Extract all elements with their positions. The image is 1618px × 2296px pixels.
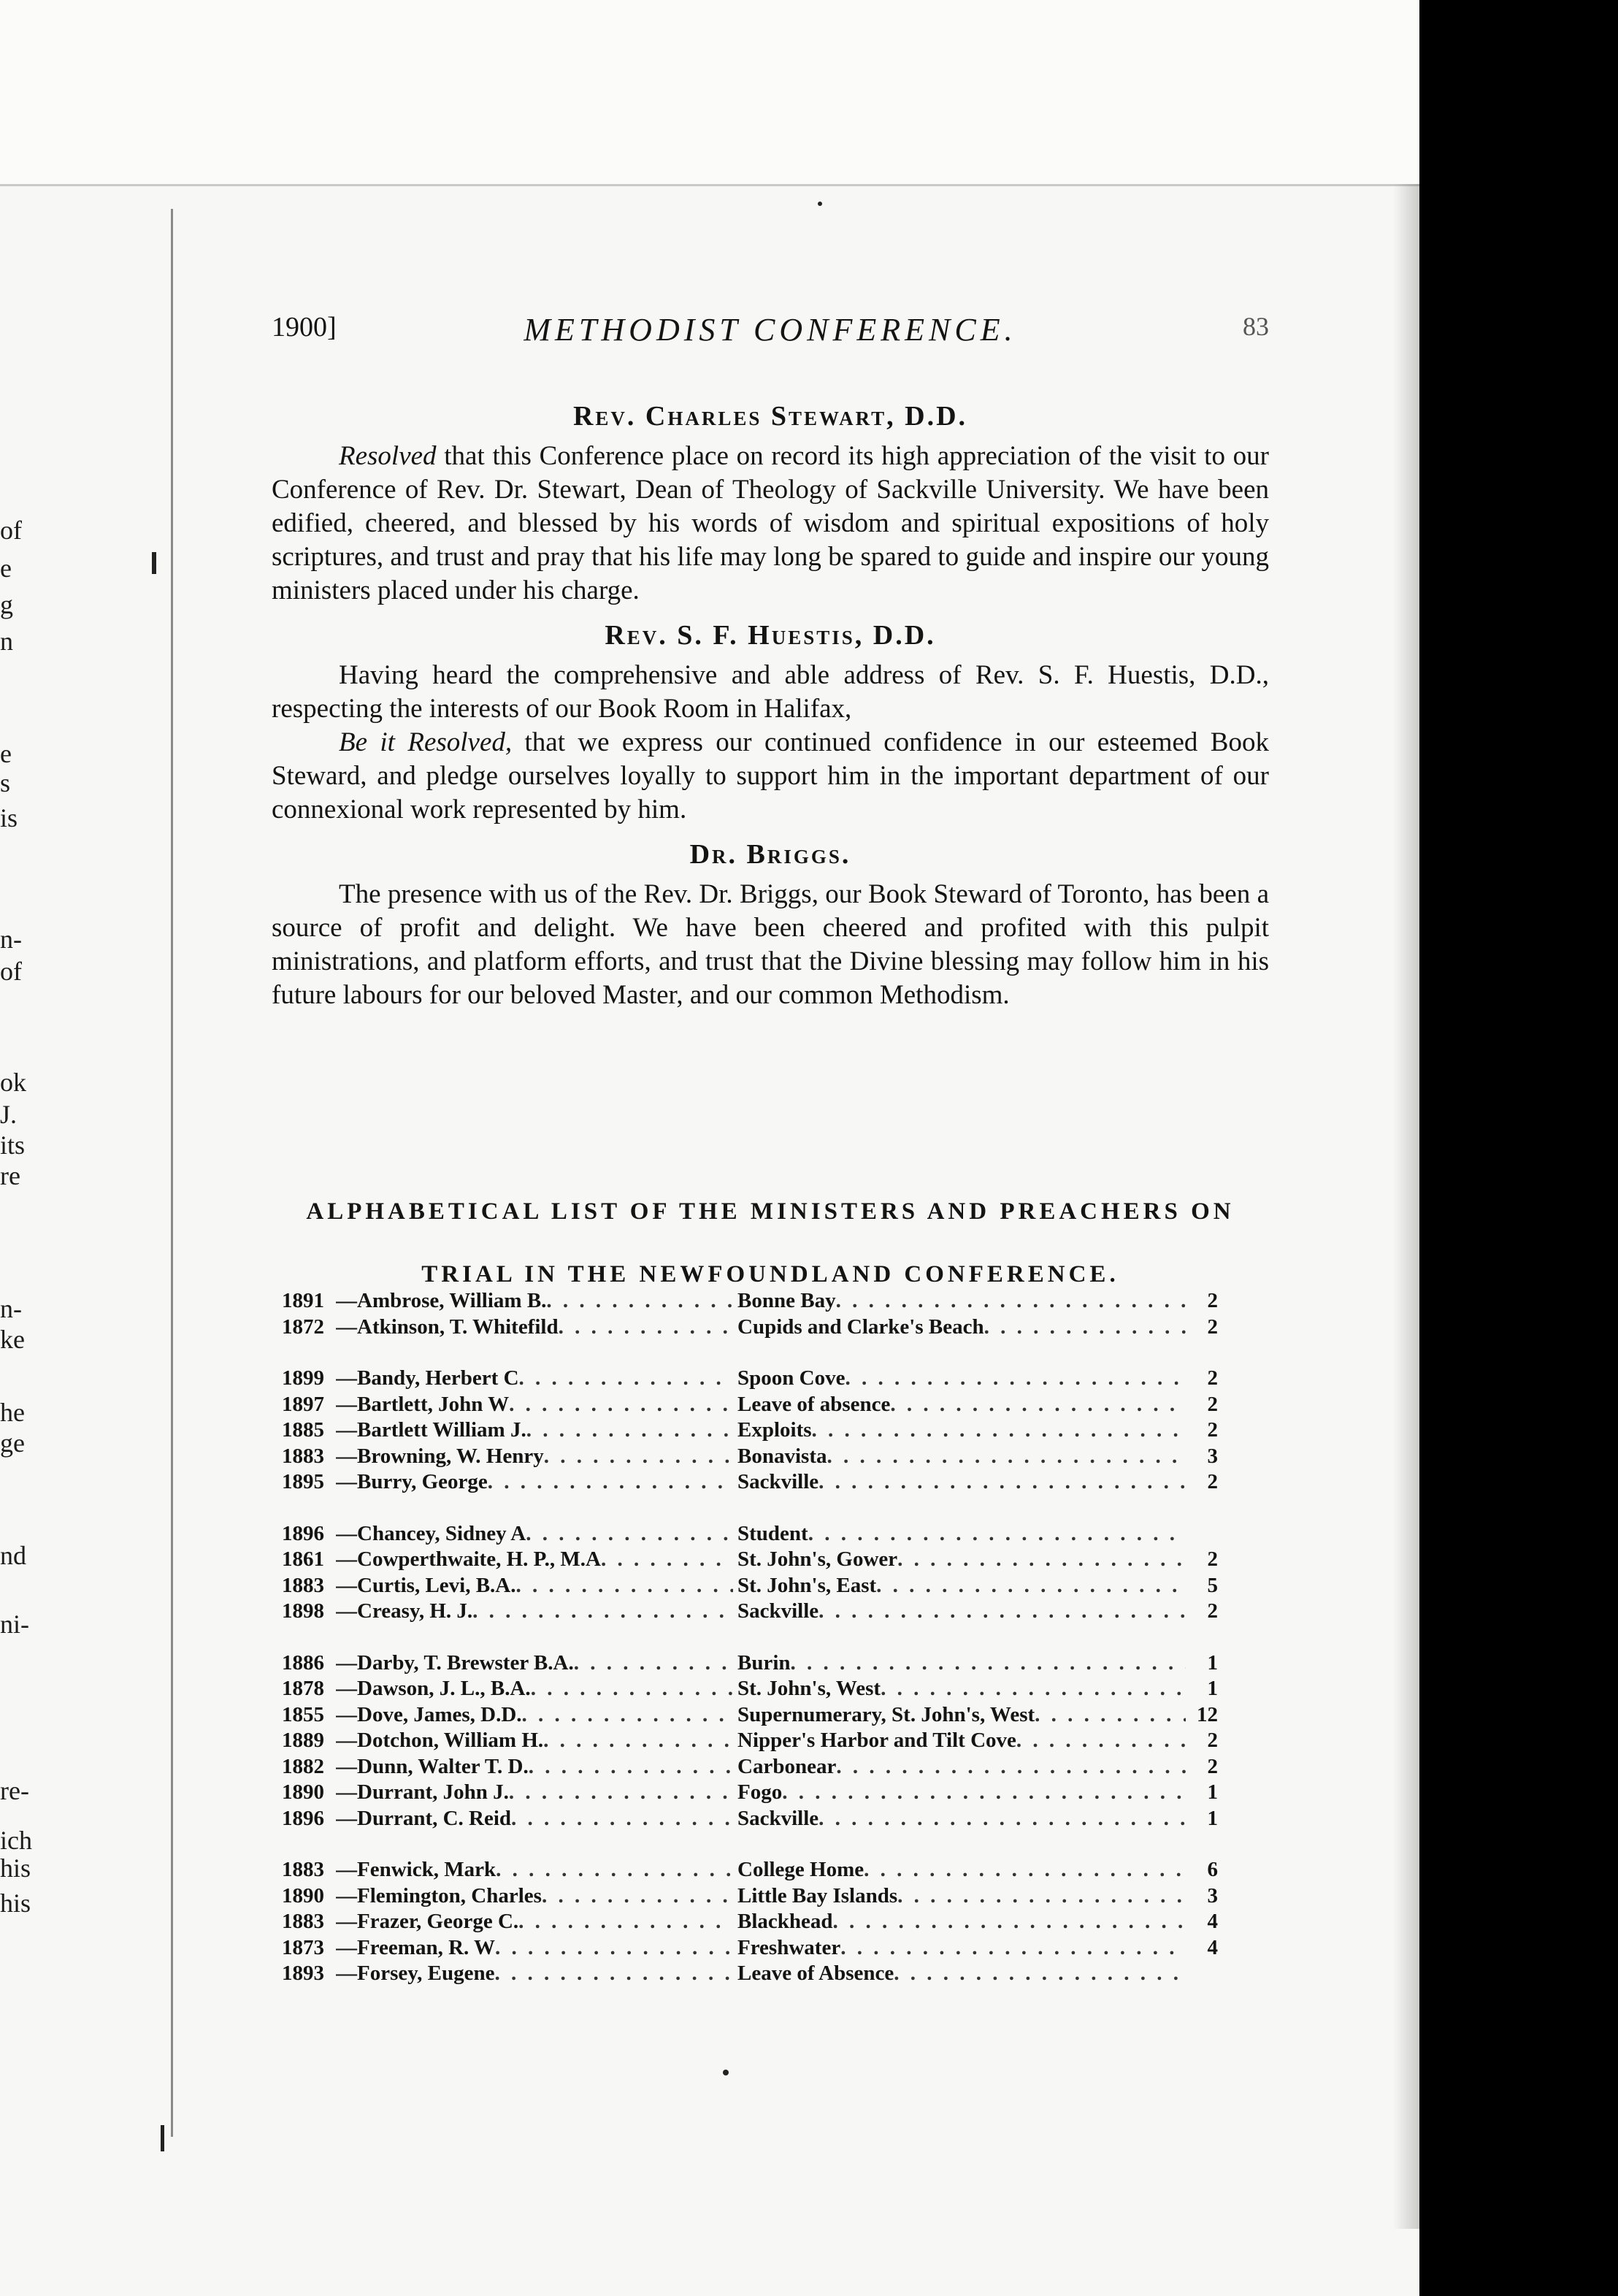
list-title-line: TRIAL IN THE NEWFOUNDLAND CONFERENCE. <box>421 1261 1119 1287</box>
list-row <box>282 1547 1246 1573</box>
section-briggs <box>272 838 1269 1012</box>
list-row <box>282 1469 1246 1496</box>
station-cell <box>737 1366 1186 1392</box>
years-on-station: 6 <box>1207 1858 1218 1881</box>
minister-name-cell: — Dawson, J. L., B.A. . . . <box>336 1676 733 1702</box>
years-on-station: 2 <box>1207 1418 1218 1442</box>
paragraph-text: Having heard the comprehensive and able address of Rev. S. F. Huestis, D.D., respecting the interests of our Book Room in Halifax, <box>272 660 1269 724</box>
station: Cupids and Clarke's Beach <box>737 1315 984 1339</box>
minister-name-cell: — Forsey, Eugene . . . <box>336 1961 733 1987</box>
left-page-fragment: he <box>0 1398 25 1427</box>
list-title <box>272 1180 1269 1306</box>
year-entered: 1895 <box>282 1470 324 1493</box>
station: Sackville <box>737 1470 819 1493</box>
list-row <box>282 1315 1246 1341</box>
station-cell <box>737 1547 1186 1573</box>
station: Burin <box>737 1650 791 1675</box>
minister-name-cell: — Bandy, Herbert C . . . <box>336 1366 733 1392</box>
station: Freshwater <box>737 1935 841 1959</box>
station: Bonavista <box>737 1444 827 1468</box>
station-cell <box>737 1650 1186 1677</box>
left-page-fragment: nd <box>0 1541 26 1570</box>
station: Blackhead <box>737 1910 833 1933</box>
years-on-station: 2 <box>1207 1392 1218 1416</box>
page-shadow <box>1393 184 1419 2229</box>
gutter-line <box>171 209 173 2137</box>
station-cell <box>737 1728 1186 1754</box>
year-entered: 1896 <box>282 1806 324 1830</box>
list-title-line: ALPHABETICAL LIST OF THE MINISTERS AND PREACHERS ON <box>306 1198 1235 1225</box>
minister-name-cell: — Flemington, Charles . . . <box>336 1883 733 1910</box>
station-cell <box>737 1754 1186 1780</box>
left-page-fragment: n- <box>0 1294 22 1323</box>
years-on-station: 2 <box>1207 1470 1218 1493</box>
list-group <box>282 1857 1246 1987</box>
minister-name: Durrant, John J. <box>357 1780 509 1804</box>
years-on-station: 2 <box>1207 1599 1218 1623</box>
year-entered: 1883 <box>282 1444 324 1468</box>
station-cell <box>737 1702 1186 1729</box>
station: Leave of Absence <box>737 1962 894 1985</box>
station-cell <box>737 1444 1186 1470</box>
paragraph <box>272 659 1269 726</box>
paragraph <box>272 878 1269 1012</box>
year-entered: 1896 <box>282 1521 324 1545</box>
years-on-station: 2 <box>1207 1366 1218 1390</box>
paragraph <box>272 726 1269 827</box>
list-row <box>282 1366 1246 1392</box>
minister-name: Burry, George <box>357 1470 488 1493</box>
year-entered: 1855 <box>282 1702 324 1726</box>
left-page-fragment: ge <box>0 1428 25 1458</box>
station: Bonne Bay <box>737 1289 836 1312</box>
section-heading: Rev. Charles Stewart, D.D. <box>572 401 968 432</box>
year-entered: 1886 <box>282 1650 324 1675</box>
list-row <box>282 1728 1246 1754</box>
list-row <box>282 1909 1246 1935</box>
year-entered: 1861 <box>282 1547 324 1571</box>
paragraph-lead: Be it Resolved, <box>339 727 513 757</box>
station-cell <box>737 1599 1186 1625</box>
station-cell <box>737 1521 1186 1547</box>
year-entered: 1883 <box>282 1573 324 1597</box>
scan-mark <box>161 2125 164 2151</box>
list-row <box>282 1806 1246 1832</box>
year-entered: 1890 <box>282 1780 324 1804</box>
years-on-station: 1 <box>1207 1677 1218 1700</box>
minister-name-cell: — Dove, James, D.D. . . . <box>336 1702 733 1729</box>
station: Little Bay Islands <box>737 1883 898 1907</box>
years-on-station: 3 <box>1207 1444 1218 1468</box>
year-entered: 1885 <box>282 1418 324 1442</box>
list-row <box>282 1288 1246 1315</box>
station-cell <box>737 1857 1186 1883</box>
left-page-fragment: re- <box>0 1776 29 1805</box>
years-on-station: 2 <box>1207 1289 1218 1312</box>
left-page-fragment: ok <box>0 1068 26 1097</box>
list-row <box>282 1961 1246 1987</box>
paragraph-text: that this Conference place on record its high appreciation of the visit to our Conference of Rev. Dr. Stewart, Dean of Theology of Sackville University. We have been edified, cheered, and blessed by his words of wisdom and spiritual expositions of holy scriptures, and trust and pray that his life may long be spared to guide and inspire our young ministers placed under his charge. <box>272 441 1269 605</box>
station-cell <box>737 1780 1186 1806</box>
years-on-station: 4 <box>1207 1910 1218 1933</box>
scan-speck <box>818 202 822 206</box>
minister-name-cell: — Bartlett, John W . . . <box>336 1392 733 1418</box>
station-cell <box>737 1573 1186 1599</box>
minister-name: Dove, James, D.D. <box>357 1702 522 1726</box>
minister-name: Fenwick, Mark <box>357 1858 496 1881</box>
minister-name-cell: — Ambrose, William B. . . . <box>336 1288 733 1315</box>
minister-name-cell: — Atkinson, T. Whitefild . . . <box>336 1315 733 1341</box>
left-page-fragment: ich <box>0 1826 32 1855</box>
years-on-station: 1 <box>1207 1806 1218 1830</box>
years-on-station: 3 <box>1207 1883 1218 1907</box>
station-cell <box>737 1469 1186 1496</box>
header-year: 1900] <box>272 312 337 343</box>
paragraph-text: The presence with us of the Rev. Dr. Briggs, our Book Steward of Toronto, has been a source of profit and delight. We have been cheered and profited with this pulpit ministrations, and platform efforts, and trust that the Divine blessing may follow him in his future labours for our beloved Master, and our common Methodism. <box>272 879 1269 1010</box>
minister-name: Curtis, Levi, B.A. <box>357 1573 516 1597</box>
left-page-fragment: re <box>0 1161 20 1190</box>
list-row <box>282 1935 1246 1962</box>
section-heading: Dr. Briggs. <box>689 839 851 870</box>
minister-name-cell: — Cowperthwaite, H. P., M.A . . . <box>336 1547 733 1573</box>
paragraph-lead: Resolved <box>339 441 437 471</box>
section-stewart <box>272 400 1269 608</box>
list-row <box>282 1857 1246 1883</box>
header-title: METHODIST CONFERENCE. <box>524 312 1017 348</box>
minister-name: Flemington, Charles <box>357 1883 542 1907</box>
ministers-list <box>282 1288 1246 2013</box>
minister-name-cell: — Curtis, Levi, B.A. . . . <box>336 1573 733 1599</box>
list-row <box>282 1417 1246 1444</box>
minister-name: Forsey, Eugene <box>357 1962 495 1985</box>
year-entered: 1889 <box>282 1729 324 1752</box>
minister-name-cell: — Durrant, C. Reid . . . <box>336 1806 733 1832</box>
station-cell <box>737 1909 1186 1935</box>
minister-name: Bartlett, John W <box>357 1392 510 1416</box>
left-page-fragment: e <box>0 554 12 583</box>
year-entered: 1872 <box>282 1315 324 1339</box>
left-page-fragment: is <box>0 803 18 833</box>
year-entered: 1873 <box>282 1935 324 1959</box>
paragraph <box>272 440 1269 608</box>
section-heading: Rev. S. F. Huestis, D.D. <box>605 620 936 651</box>
left-page-fragment: his <box>0 1853 31 1883</box>
list-group <box>282 1521 1246 1625</box>
year-entered: 1897 <box>282 1392 324 1416</box>
minister-name: Dunn, Walter T. D. <box>357 1754 529 1778</box>
left-page-fragment: n- <box>0 925 22 954</box>
minister-name: Bandy, Herbert C <box>357 1366 519 1390</box>
minister-name: Ambrose, William B. <box>357 1289 547 1312</box>
left-page-fragment: ni- <box>0 1610 29 1639</box>
resolutions <box>272 400 1269 1012</box>
section-huestis <box>272 619 1269 827</box>
minister-name-cell: — Dotchon, William H. . . . <box>336 1728 733 1754</box>
station-cell <box>737 1288 1186 1315</box>
year-entered: 1882 <box>282 1754 324 1778</box>
scan-mark <box>152 552 156 574</box>
station: Supernumerary, St. John's, West <box>737 1702 1035 1726</box>
minister-name-cell: — Fenwick, Mark . . . <box>336 1857 733 1883</box>
minister-name-cell: — Freeman, R. W . . . <box>336 1935 733 1962</box>
station: Student <box>737 1521 808 1545</box>
years-on-station: 4 <box>1207 1935 1218 1959</box>
minister-name: Cowperthwaite, H. P., M.A <box>357 1547 601 1571</box>
year-entered: 1899 <box>282 1366 324 1390</box>
scan-border <box>1419 0 1618 2296</box>
left-page-fragment: J. <box>0 1100 18 1129</box>
years-on-station: 2 <box>1207 1547 1218 1571</box>
years-on-station: 1 <box>1207 1780 1218 1804</box>
left-page-fragment: g <box>0 590 13 619</box>
left-page-fragment: s <box>0 768 11 797</box>
list-row <box>282 1650 1246 1677</box>
minister-name-cell: — Bartlett William J. . . . <box>336 1417 733 1444</box>
left-page-fragment: of <box>0 957 22 986</box>
minister-name: Freeman, R. W <box>357 1935 496 1959</box>
minister-name: Durrant, C. Reid <box>357 1806 512 1830</box>
left-page-fragment: his <box>0 1889 31 1918</box>
left-page-fragment: n <box>0 627 13 656</box>
years-on-station: 1 <box>1207 1650 1218 1675</box>
station: Sackville <box>737 1599 819 1623</box>
list-group <box>282 1288 1246 1340</box>
minister-name-cell: — Darby, T. Brewster B.A. . . . <box>336 1650 733 1677</box>
minister-name: Creasy, H. J. <box>357 1599 473 1623</box>
station-cell <box>737 1417 1186 1444</box>
list-row <box>282 1780 1246 1806</box>
year-entered: 1898 <box>282 1599 324 1623</box>
minister-name: Frazer, George C. <box>357 1910 519 1933</box>
minister-name: Dawson, J. L., B.A. <box>357 1677 531 1700</box>
minister-name: Dotchon, William H. <box>357 1729 544 1752</box>
minister-name: Chancey, Sidney A <box>357 1521 526 1545</box>
station: Sackville <box>737 1806 819 1830</box>
list-row <box>282 1444 1246 1470</box>
year-entered: 1893 <box>282 1962 324 1985</box>
list-group <box>282 1366 1246 1496</box>
left-page-fragment: e <box>0 739 12 768</box>
station-cell <box>737 1392 1186 1418</box>
minister-name-cell: — Creasy, H. J. . . . <box>336 1599 733 1625</box>
page-number: 83 <box>1243 312 1269 341</box>
previous-page-edge <box>0 0 1419 186</box>
year-entered: 1883 <box>282 1910 324 1933</box>
station: Exploits <box>737 1418 812 1442</box>
minister-name: Darby, T. Brewster B.A. <box>357 1650 574 1675</box>
minister-name: Bartlett William J. <box>357 1418 526 1442</box>
station: Leave of absence <box>737 1392 891 1416</box>
left-page-fragment: its <box>0 1130 26 1160</box>
minister-name-cell: — Frazer, George C. . . . <box>336 1909 733 1935</box>
station: Nipper's Harbor and Tilt Cove <box>737 1729 1016 1752</box>
years-on-station: 2 <box>1207 1729 1218 1752</box>
station: St. John's, Gower <box>737 1547 898 1571</box>
list-row <box>282 1754 1246 1780</box>
years-on-station: 2 <box>1207 1754 1218 1778</box>
minister-name-cell: — Burry, George . . . <box>336 1469 733 1496</box>
station-cell <box>737 1806 1186 1832</box>
list-row <box>282 1676 1246 1702</box>
station-cell <box>737 1935 1186 1962</box>
left-page-fragment: of <box>0 516 22 545</box>
year-entered: 1891 <box>282 1289 324 1312</box>
list-row <box>282 1883 1246 1910</box>
year-entered: 1890 <box>282 1883 324 1907</box>
minister-name: Browning, W. Henry <box>357 1444 544 1468</box>
station: Carbonear <box>737 1754 837 1778</box>
station: Spoon Cove <box>737 1366 846 1390</box>
list-row <box>282 1573 1246 1599</box>
minister-name-cell: — Durrant, John J. . . . <box>336 1780 733 1806</box>
year-entered: 1883 <box>282 1858 324 1881</box>
years-on-station: 12 <box>1197 1702 1218 1726</box>
station-cell <box>737 1961 1186 1987</box>
minister-name-cell: — Browning, W. Henry . . . <box>336 1444 733 1470</box>
list-row <box>282 1599 1246 1625</box>
minister-name-cell: — Dunn, Walter T. D. . . . <box>336 1754 733 1780</box>
station-cell <box>737 1883 1186 1910</box>
list-row <box>282 1521 1246 1547</box>
paragraph-text: that we express our continued confidence in our esteemed Book Steward, and pledge ourselves loyally to support him in the important department of our connexional work represented by him. <box>272 727 1269 824</box>
running-header <box>272 311 1269 352</box>
station-cell <box>737 1315 1186 1341</box>
minister-name-cell: — Chancey, Sidney A . . . <box>336 1521 733 1547</box>
station: St. John's, East <box>737 1573 877 1597</box>
left-page-fragment: ke <box>0 1325 25 1354</box>
station: College Home <box>737 1858 864 1881</box>
station-cell <box>737 1676 1186 1702</box>
year-entered: 1878 <box>282 1677 324 1700</box>
list-row <box>282 1392 1246 1418</box>
scan-speck <box>723 2070 729 2075</box>
station: Fogo <box>737 1780 783 1804</box>
years-on-station: 2 <box>1207 1315 1218 1339</box>
years-on-station: 5 <box>1207 1573 1218 1597</box>
minister-name: Atkinson, T. Whitefild <box>357 1315 559 1339</box>
station: St. John's, West <box>737 1677 881 1700</box>
list-group <box>282 1650 1246 1832</box>
list-row <box>282 1702 1246 1729</box>
